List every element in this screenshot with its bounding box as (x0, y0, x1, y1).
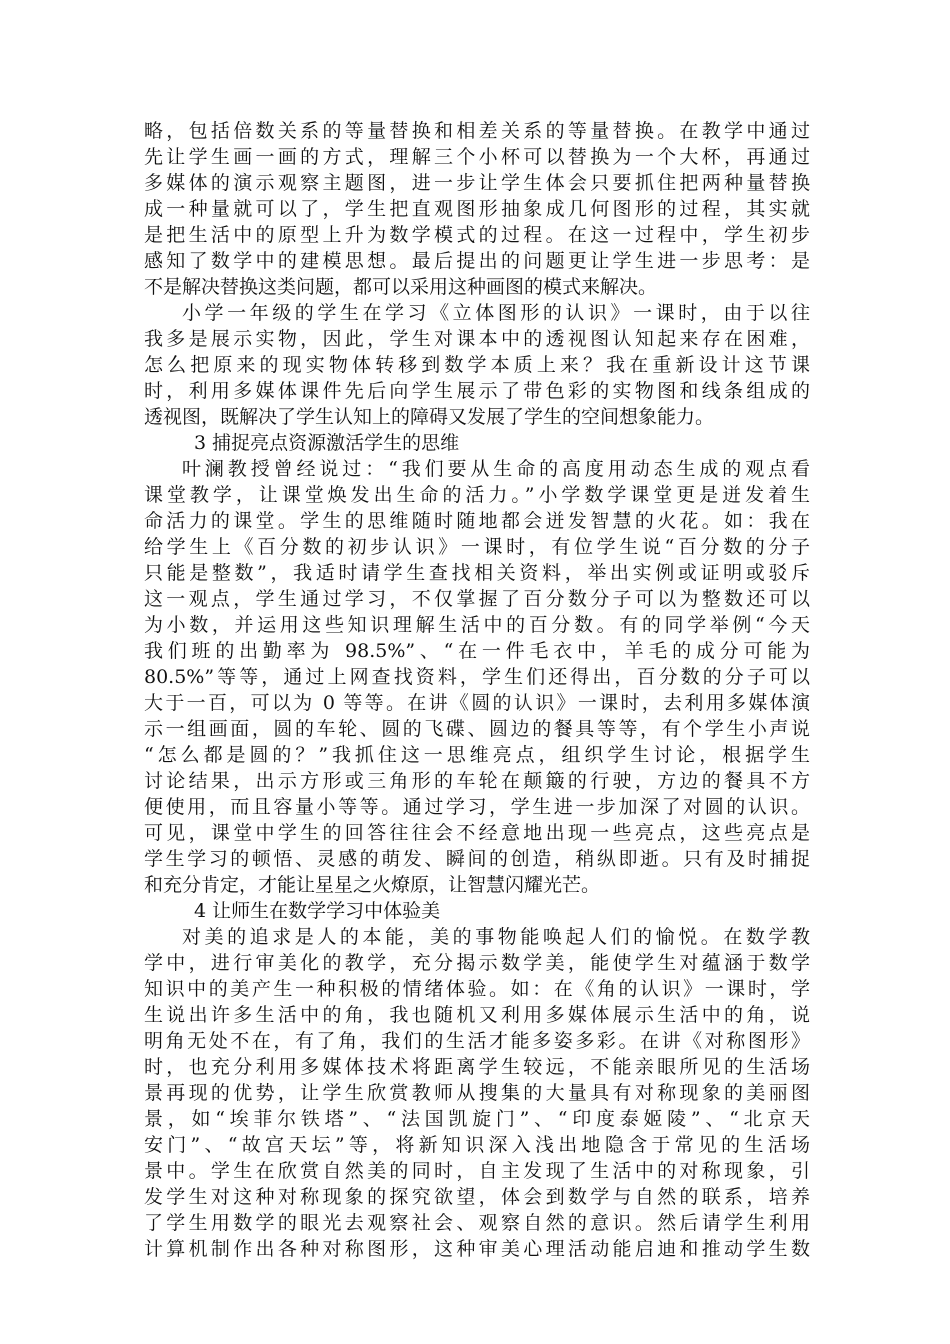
text-line: 计算机制作出各种对称图形，这种审美心理活动能启迪和推动学生数 (144, 1238, 810, 1260)
text-line: 生说出许多生活中的角，我也随机又利用多媒体展示生活中的角，说 (144, 1004, 810, 1026)
text-line: 略，包括倍数关系的等量替换和相差关系的等量替换。在教学中通过 (144, 120, 810, 142)
text-line: 感知了数学中的建模思想。最后提出的问题更让学生进一步思考：是 (144, 250, 810, 272)
text-line: 景再现的优势，让学生欣赏教师从搜集的大量具有对称现象的美丽图 (144, 1082, 810, 1104)
text-line: 知识中的美产生一种积极的情绪体验。如：在《角的认识》一课时，学 (144, 978, 810, 1000)
text-line: 了学生用数学的眼光去观察社会、观察自然的意识。然后请学生利用 (144, 1212, 810, 1234)
text-line: 给学生上《百分数的初步认识》一课时，有位学生说“百分数的分子 (144, 536, 810, 558)
text-line: 命活力的课堂。学生的思维随时随地都会迸发智慧的火花。如：我在 (144, 510, 810, 532)
section-heading-4: 4 让师生在数学学习中体验美 (194, 900, 441, 922)
text-line: 可见，课堂中学生的回答往往会不经意地出现一些亮点，这些亮点是 (144, 822, 810, 844)
paragraph-math-beauty (144, 924, 810, 1262)
text-line: 小学一年级的学生在学习《立体图形的认识》一课时，由于以往 (182, 302, 810, 324)
text-line: “怎么都是圆的？”我抓住这一思维亮点，组织学生讨论，根据学生 (144, 744, 810, 766)
text-line: 时，也充分利用多媒体技术将距离学生较远，不能亲眼所见的生活场 (144, 1056, 810, 1078)
text-line: 只能是整数”，我适时请学生查找相关资料，举出实例或证明或驳斥 (144, 562, 810, 584)
text-line: 先让学生画一画的方式，理解三个小杯可以替换为一个大杯，再通过 (144, 146, 810, 168)
text-line: 景中。学生在欣赏自然美的同时，自主发现了生活中的对称现象，引 (144, 1160, 810, 1182)
text-line: 为小数，并运用这些知识理解生活中的百分数。有的同学举例“今天 (144, 614, 810, 636)
text-line: 时，利用多媒体课件先后向学生展示了带色彩的实物图和线条组成的 (144, 380, 810, 402)
text-line: 讨论结果，出示方形或三角形的车轮在颠簸的行驶，方边的餐具不方 (144, 770, 810, 792)
text-line: 叶澜教授曾经说过：“我们要从生命的高度用动态生成的观点看 (182, 458, 810, 480)
text-line: 这一观点，学生通过学习，不仅掌握了百分数分子可以为整数还可以 (144, 588, 810, 610)
text-line: 我们班的出勤率为 98.5%”、“在一件毛衣中，羊毛的成分可能为 (144, 640, 810, 662)
text-line: 安门”、“故宫天坛”等，将新知识深入浅出地隐含于常见的生活场 (144, 1134, 810, 1156)
text-line: 是把生活中的原型上升为数学模式的过程。在这一过程中，学生初步 (144, 224, 810, 246)
text-line: 大于一百，可以为 0 等等。在讲《圆的认识》一课时，去利用多媒体演 (144, 692, 810, 714)
text-line: 对美的追求是人的本能，美的事物能唤起人们的愉悦。在数学教 (182, 926, 810, 948)
text-line: 80.5%”等等，通过上网查找资料，学生们还得出，百分数的分子可以 (144, 666, 810, 688)
paragraph-substitution-method (144, 118, 810, 300)
text-line: 学生学习的顿悟、灵感的萌发、瞬间的创造，稍纵即逝。只有及时捕捉 (144, 848, 810, 870)
text-line: 多媒体的演示观察主题图，进一步让学生体会只要抓住把两种量替换 (144, 172, 810, 194)
document-page (144, 118, 810, 1262)
text-line: 怎么把原来的现实物体转移到数学本质上来？我在重新设计这节课 (144, 354, 810, 376)
section-heading-3: 3 捕捉亮点资源激活学生的思维 (194, 432, 460, 454)
paragraph-solid-figures (144, 300, 810, 430)
text-line: 透视图，既解决了学生认知上的障碍又发展了学生的空间想象能力。 (144, 406, 715, 428)
text-line: 景，如“埃菲尔铁塔”、“法国凯旋门”、“印度泰姬陵”、“北京天 (144, 1108, 810, 1130)
text-line: 示一组画面，圆的车轮、圆的飞碟、圆边的餐具等等，有个学生小声说 (144, 718, 810, 740)
text-line: 课堂教学，让课堂焕发出生命的活力。”小学数学课堂更是迸发着生 (144, 484, 810, 506)
text-line: 不是解决替换这类问题，都可以采用这种画图的模式来解决。 (144, 276, 658, 298)
text-line: 成一种量就可以了，学生把直观图形抽象成几何图形的过程，其实就 (144, 198, 810, 220)
paragraph-highlight-resources (144, 456, 810, 898)
text-line: 发学生对这种对称现象的探究欲望，体会到数学与自然的联系，培养 (144, 1186, 810, 1208)
text-line: 学中，进行审美化的教学，充分揭示数学美，能使学生对蕴涵于数学 (144, 952, 810, 974)
text-line: 便使用，而且容量小等等。通过学习，学生进一步加深了对圆的认识。 (144, 796, 810, 818)
text-line: 我多是展示实物，因此，学生对课本中的透视图认知起来存在困难， (144, 328, 810, 350)
text-line: 明角无处不在，有了角，我们的生活才能多姿多彩。在讲《对称图形》 (144, 1030, 810, 1052)
text-line: 和充分肯定，才能让星星之火燎原，让智慧闪耀光芒。 (144, 874, 601, 896)
